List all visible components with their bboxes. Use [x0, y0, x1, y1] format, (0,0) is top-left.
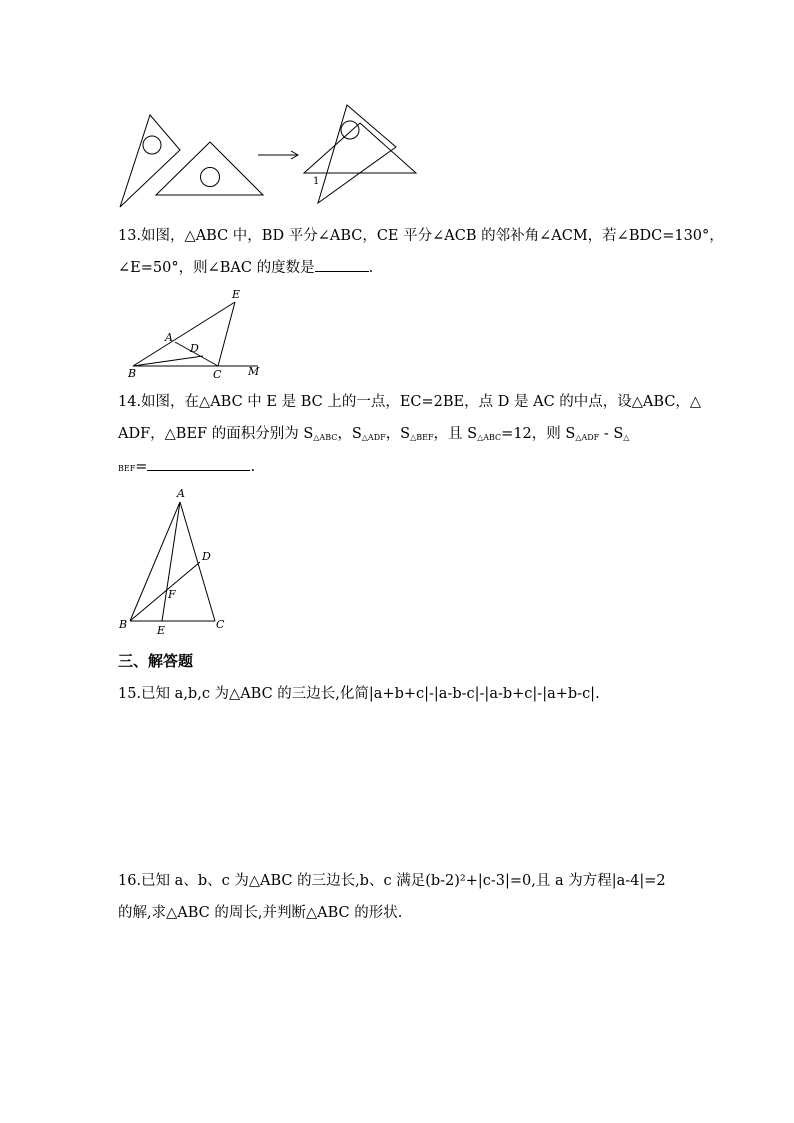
q13-answer-blank[interactable] — [315, 257, 369, 272]
q13-label-d: D — [190, 342, 199, 355]
q13-line2-end: . — [368, 260, 374, 276]
section3-title: 三、解答题 — [118, 652, 194, 670]
q13-line2-text: ∠E=50°，则∠BAC 的度数是 — [118, 260, 315, 276]
q14-label-b: B — [119, 618, 128, 631]
q14-tri: △ — [623, 433, 630, 442]
q15-text: 15.已知 a,b,c 为△ABC 的三边长,化简|a+b+c|-|a-b-c|-|a-b+c|-|a+b-c|. — [118, 686, 600, 702]
q14-label-d: D — [202, 550, 211, 563]
set-square-left — [120, 115, 180, 207]
q16-line1: 16.已知 a、b、c 为△ABC 的三边长,b、c 满足(b-2)²+|c-3|=0,且 a 为方程|a-4|=2 — [118, 873, 666, 889]
q13-figure — [118, 286, 278, 381]
q14-line-bd — [130, 562, 200, 621]
q14-line2 — [118, 424, 629, 446]
q14-sub-adf: △ADF — [361, 433, 386, 442]
q14-label-a: A — [177, 487, 185, 500]
q14-line2-b: ，且 S — [433, 426, 478, 442]
q14-line1: 14.如图，在△ABC 中 E 是 BC 上的一点，EC=2BE，点 D 是 AC 的中点，设△ABC，△ — [118, 394, 702, 410]
q14-sub-adf2: △ADF — [575, 433, 600, 442]
q13-line2 — [118, 257, 373, 278]
set-squares-figure — [110, 95, 430, 215]
q13-label-c: C — [213, 368, 222, 381]
q14-label-e: E — [157, 624, 166, 636]
q14-sub-abc2: △ABC — [477, 433, 502, 442]
q14-figure — [115, 484, 235, 636]
q14-answer-blank[interactable] — [147, 456, 250, 471]
q13-label-b: B — [128, 367, 137, 380]
q13-label-a: A — [165, 331, 173, 344]
q14-sub-bef: △BEF — [410, 433, 434, 442]
set-square-left-hole — [143, 136, 161, 154]
q14-line-ab — [130, 502, 180, 621]
overlap-hole — [341, 121, 359, 139]
q16-line2: 的解,求△ABC 的周长,并判断△ABC 的形状. — [118, 905, 403, 921]
set-square-right-hole — [201, 168, 220, 187]
set-square-right — [156, 142, 263, 195]
overlap-square-2 — [304, 123, 416, 173]
q13-label-m: M — [248, 365, 260, 378]
q14-sep2: ，S — [385, 426, 411, 442]
q14-label-c: C — [216, 618, 225, 631]
q14-line3-sub: BEF — [118, 464, 136, 473]
q13-line1: 13.如图，△ABC 中，BD 平分∠ABC，CE 平分∠ACB 的邻补角∠ACM，若∠BDC=130°， — [118, 228, 724, 244]
overlap-square-1 — [318, 105, 396, 203]
q14-line2-a: ADF，△BEF 的面积分别为 S — [118, 426, 314, 442]
q14-sep1: ，S — [337, 426, 362, 442]
q14-line2-d: - S — [599, 426, 624, 442]
q13-line-bd — [133, 356, 203, 366]
q14-sub-abc: △ABC — [313, 433, 338, 442]
q14-label-f: F — [168, 588, 176, 601]
q14-line2-c: =12，则 S — [501, 426, 576, 442]
q13-label-e: E — [232, 288, 241, 301]
q14-line3-end: . — [250, 459, 256, 475]
q14-line-ae — [162, 502, 180, 621]
q13-line-be — [133, 302, 235, 366]
q14-line3 — [118, 456, 255, 479]
angle-1-label: 1 — [313, 176, 320, 187]
q14-line3-eq: = — [135, 459, 148, 475]
